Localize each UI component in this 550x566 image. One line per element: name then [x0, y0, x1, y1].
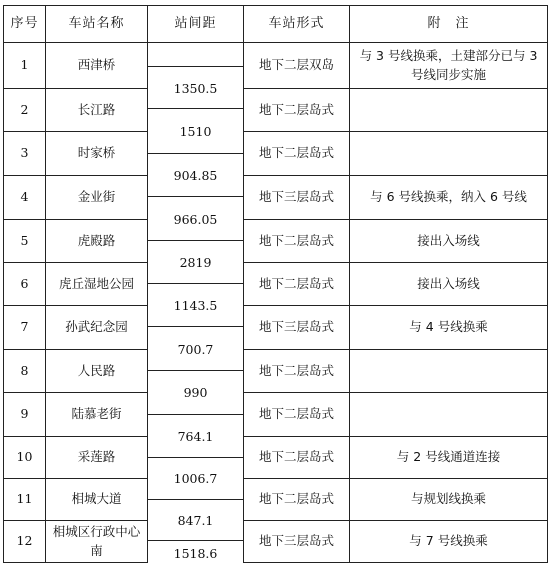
row-index: 11 — [16, 491, 33, 507]
header-index: 序号 — [10, 15, 39, 31]
station-note: 与 2 号线通道连接 — [396, 449, 501, 465]
station-name: 虎丘湿地公园 — [58, 275, 134, 291]
row-index: 12 — [16, 533, 33, 549]
station-note: 与 6 号线换乘，纳入 6 号线 — [370, 189, 527, 205]
station-form: 地下二层双岛 — [258, 57, 334, 73]
station-name: 长江路 — [77, 101, 116, 117]
station-note — [354, 350, 543, 392]
station-note: 接出入场线 — [417, 232, 480, 248]
distance-value: 2819 — [148, 252, 243, 272]
station-note — [354, 132, 543, 175]
header-station-name: 车站名称 — [68, 15, 125, 31]
station-note: 与 7 号线换乘 — [409, 533, 488, 549]
station-note — [354, 393, 543, 436]
station-name: 时家桥 — [77, 145, 116, 161]
row-index: 4 — [20, 189, 29, 205]
row-index: 5 — [20, 232, 29, 248]
station-name: 相城大道 — [71, 491, 122, 507]
station-note: 接出入场线 — [417, 275, 480, 291]
row-index: 8 — [20, 362, 29, 378]
station-name: 采莲路 — [77, 449, 116, 465]
distance-value: 966.05 — [148, 209, 243, 229]
row-index: 6 — [20, 275, 29, 291]
distance-value: 1350.5 — [148, 78, 243, 98]
row-index: 9 — [20, 406, 29, 422]
header-note: 附 注 — [427, 15, 470, 31]
station-form: 地下二层岛式 — [258, 362, 334, 378]
station-form: 地下二层岛式 — [258, 491, 334, 507]
header-station-form: 车站形式 — [268, 15, 325, 31]
station-name: 人民路 — [77, 362, 116, 378]
station-note — [354, 89, 543, 131]
station-name: 陆慕老街 — [71, 406, 122, 422]
station-form: 地下二层岛式 — [258, 275, 334, 291]
distance-value: 700.7 — [148, 339, 243, 359]
station-form: 地下二层岛式 — [258, 232, 334, 248]
row-index: 7 — [20, 319, 29, 335]
station-name: 西津桥 — [77, 57, 116, 73]
distance-value: 1006.7 — [148, 468, 243, 488]
row-index: 3 — [20, 145, 29, 161]
distance-value: 1510 — [148, 121, 243, 141]
station-form: 地下二层岛式 — [258, 449, 334, 465]
station-form: 地下二层岛式 — [258, 145, 334, 161]
header-distance: 站间距 — [174, 15, 217, 31]
station-note: 与规划线换乘 — [410, 491, 486, 507]
station-name: 虎殿路 — [77, 232, 116, 248]
station-note: 与 4 号线换乘 — [409, 319, 488, 335]
station-form: 地下三层岛式 — [258, 533, 334, 549]
distance-value: 1143.5 — [148, 295, 243, 315]
distance-value: 1518.6 — [148, 543, 243, 563]
station-name: 孙武纪念园 — [65, 319, 128, 335]
row-index: 1 — [20, 57, 29, 73]
row-index: 2 — [20, 101, 29, 117]
station-name: 金业街 — [77, 189, 116, 205]
distance-value: 764.1 — [148, 426, 243, 446]
distance-value: 904.85 — [148, 165, 243, 185]
station-form: 地下二层岛式 — [258, 406, 334, 422]
station-form: 地下二层岛式 — [258, 101, 334, 117]
row-index: 10 — [16, 449, 33, 465]
station-name: 相城区行政中心南 — [52, 524, 141, 558]
station-form: 地下三层岛式 — [258, 189, 334, 205]
distance-value: 990 — [148, 382, 243, 402]
station-note: 与 3 号线换乘，土建部分已与 3 号线同步实施 — [359, 48, 538, 82]
station-form: 地下三层岛式 — [258, 319, 334, 335]
distance-value: 847.1 — [148, 510, 243, 530]
